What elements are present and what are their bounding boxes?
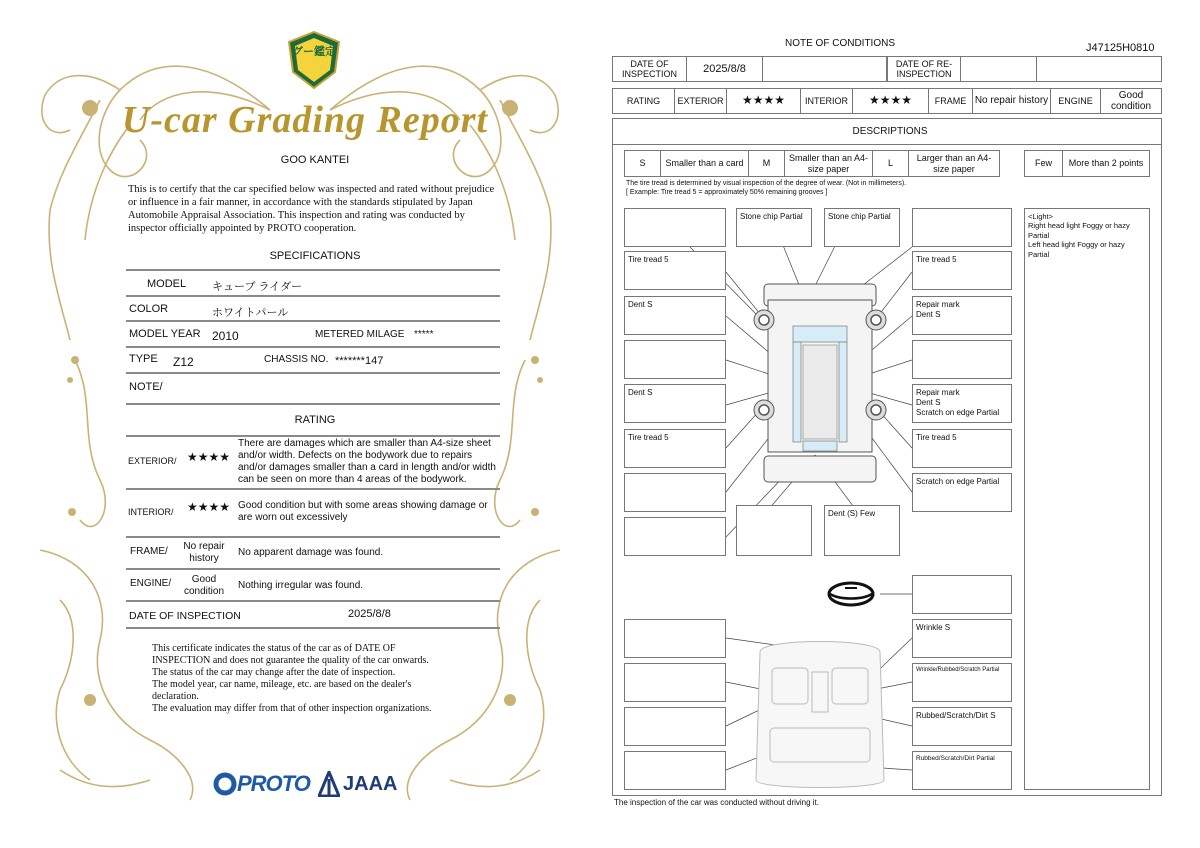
engine-desc: Nothing irregular was found.: [238, 580, 364, 591]
note-box: [624, 251, 726, 290]
rating-label: RATING: [613, 89, 675, 113]
note-tire-front-right: Tire tread 5: [916, 255, 957, 264]
steering-wheel-icon: [829, 583, 873, 605]
note-dent-few: Dent (S) Few: [828, 509, 876, 518]
tire-note-line: [ Example: Tire tread 5 = approximately 50% remaining grooves ]: [626, 188, 828, 196]
inspection-date-value: 2025/8/8: [687, 57, 763, 81]
note-box: [824, 505, 900, 556]
jaaa-logo: [318, 770, 397, 798]
chassis-label: CHASSIS NO.: [264, 354, 329, 365]
note-title: NOTE OF CONDITIONS: [785, 38, 895, 49]
date-label: DATE OF INSPECTION: [129, 610, 241, 622]
note-dent-left-2: Dent S: [628, 388, 653, 397]
note-dent-left-1: Dent S: [628, 300, 653, 309]
note-box: [624, 384, 726, 423]
note-box: [824, 208, 900, 247]
exterior-stars: ★★★★: [187, 450, 231, 464]
note-label: NOTE/: [129, 381, 163, 393]
engine-value: Good condition: [183, 574, 225, 597]
frame-label: FRAME/: [130, 546, 168, 557]
type-label: TYPE: [129, 353, 158, 365]
note-box: [912, 751, 1012, 790]
note-box: [624, 296, 726, 335]
note-rubbed-s: Rubbed/Scratch/Dirt S: [916, 711, 996, 720]
jaaa-logo-text: JAAA: [343, 772, 398, 795]
note-box: [912, 384, 1012, 423]
proto-logo-text: PROTO: [237, 771, 310, 796]
note-line: Dent S: [916, 310, 941, 319]
model-value: キューブ ライダー: [212, 281, 303, 293]
frame-value: No repair history: [183, 541, 225, 564]
note-stone-chip-2: Stone chip Partial: [828, 212, 891, 221]
engine-label: ENGINE: [1051, 89, 1101, 113]
note-tire-rear-left: Tire tread 5: [628, 433, 669, 442]
spec-heading: SPECIFICATIONS: [269, 250, 361, 262]
legend-few-text: More than 2 points: [1068, 158, 1144, 169]
note-box: [912, 707, 1012, 746]
note-box: [912, 296, 1012, 335]
mileage-label: METERED MILAGE: [315, 329, 405, 340]
footer-line: The model year, car name, mileage, etc. are based on the dealer's: [152, 679, 412, 690]
note-line: Scratch on edge Partial: [916, 408, 1000, 417]
note-box: [912, 473, 1012, 512]
note-tire-front-left: Tire tread 5: [628, 255, 669, 264]
note-box: [912, 251, 1012, 290]
note-line: Repair mark: [916, 388, 960, 397]
color-label: COLOR: [129, 303, 169, 315]
frame-value: No repair history: [973, 89, 1051, 113]
note-wrinkle: Wrinkle S: [916, 623, 951, 632]
interior-label: INTERIOR/: [128, 507, 174, 517]
exterior-label: EXTERIOR: [675, 89, 727, 113]
legend-l-text: Larger than an A4-size paper: [916, 153, 992, 174]
footer-line: INSPECTION and does not guarantee the quality of the car onwards.: [152, 655, 429, 666]
note-of-conditions: [600, 0, 1200, 848]
certificate-footer: [152, 643, 482, 715]
date-value: 2025/8/8: [348, 608, 391, 620]
note-tire-rear-right: Tire tread 5: [916, 433, 957, 442]
proto-logo: [213, 770, 310, 798]
model-label: MODEL: [147, 278, 187, 290]
exterior-stars: ★★★★: [727, 89, 801, 113]
note-box: [912, 619, 1012, 658]
footer-line: declaration.: [152, 691, 199, 702]
note-rubbed-partial: Rubbed/Scratch/Dirt Partial: [916, 755, 995, 762]
interior-stars: ★★★★: [853, 89, 929, 113]
exterior-label: EXTERIOR/: [128, 456, 177, 466]
footer-line: This certificate indicates the status of the car as of DATE OF: [152, 643, 396, 654]
frame-label: FRAME: [929, 89, 973, 113]
report-title: U-car Grading Report: [121, 99, 489, 141]
note-box: [912, 208, 1012, 247]
tire-note-line: The tire tread is determined by visual inspection of the degree of wear. (Not in millimeters).: [626, 180, 907, 187]
goo-kantei-logo: [285, 30, 343, 92]
note-stone-chip-1: Stone chip Partial: [740, 212, 803, 221]
footer-note: The inspection of the car was conducted without driving it.: [614, 798, 819, 807]
note-line: Repair mark: [916, 300, 960, 309]
note-box: [912, 340, 1012, 379]
year-label: MODEL YEAR: [129, 328, 201, 340]
interior-desc: Good condition but with some areas showing damage or are worn out excessively: [238, 500, 488, 523]
year-value: 2010: [212, 329, 239, 343]
logo-text: グー鑑定: [292, 46, 336, 58]
descriptions-heading: DESCRIPTIONS: [852, 126, 928, 137]
note-box: [624, 340, 726, 379]
light-note-line: <Light>: [1028, 212, 1054, 221]
note-line: Dent S: [916, 398, 941, 407]
note-box: [736, 208, 812, 247]
legend-m-text: Smaller than an A4-size paper: [785, 151, 873, 176]
note-repair-right-1: [916, 300, 1009, 320]
light-note-line: Left head light Foggy or hazy Partial: [1028, 240, 1125, 259]
interior-label: INTERIOR: [801, 89, 853, 113]
legend-l: L: [873, 151, 909, 176]
note-box: [912, 575, 1012, 614]
rating-heading: RATING: [294, 414, 336, 426]
intro-text: This is to certify that the car specified below was inspected and rated without prejudice or influence in a fair manner, in accordance with the standards stipulated by Japan Automobile Appraisal Association. This inspection and rating was conducted by inspector officially appointed by PROTO cooperation.: [128, 184, 495, 235]
mileage-value: *****: [414, 329, 434, 340]
type-value: Z12: [173, 355, 194, 369]
note-box: [736, 505, 812, 556]
note-wrinkle-rubbed: Wrinkle/Rubbed/Scratch Partial: [916, 667, 1000, 673]
inspection-date-label: DATE OF INSPECTION: [613, 57, 687, 81]
report-code: J47125H0810: [1086, 42, 1155, 54]
light-note-line: Right head light Foggy or hazy Partial: [1028, 221, 1130, 240]
chassis-value: *******147: [335, 355, 384, 367]
report-subtitle: GOO KANTEI: [280, 154, 350, 166]
note-scratch-right: Scratch on edge Partial: [916, 477, 1000, 486]
note-box: [912, 663, 1012, 702]
exterior-desc: There are damages which are smaller than A4-size sheet and/or width. Defects on the bodywork due to repairs and/or damages smaller than a card in length and/or width can be seen on more than 4 areas of the bodywork.: [238, 438, 496, 485]
interior-stars: ★★★★: [187, 500, 231, 514]
color-value: ホワイトパール: [212, 307, 289, 319]
footer-line: The evaluation may differ from that of other inspection organizations.: [152, 703, 432, 714]
note-box: [624, 663, 726, 702]
note-box: [624, 619, 726, 658]
note-box: [912, 429, 1012, 468]
legend-few: Few: [1025, 151, 1063, 176]
note-box: [624, 473, 726, 512]
note-box: [624, 429, 726, 468]
legend-s: S: [625, 151, 661, 176]
note-box: [624, 208, 726, 247]
legend-s-text: Smaller than a card: [661, 151, 749, 176]
note-box: [624, 517, 726, 556]
frame-desc: No apparent damage was found.: [238, 547, 384, 558]
note-box: [624, 751, 726, 790]
note-repair-right-2: [916, 388, 1009, 418]
engine-value: Good condition: [1110, 89, 1152, 112]
note-box: [624, 707, 726, 746]
reinspection-label: DATE OF RE-INSPECTION: [887, 57, 961, 81]
legend-m: M: [749, 151, 785, 176]
engine-label: ENGINE/: [130, 578, 172, 589]
footer-line: The status of the car may change after the date of inspection.: [152, 667, 396, 678]
